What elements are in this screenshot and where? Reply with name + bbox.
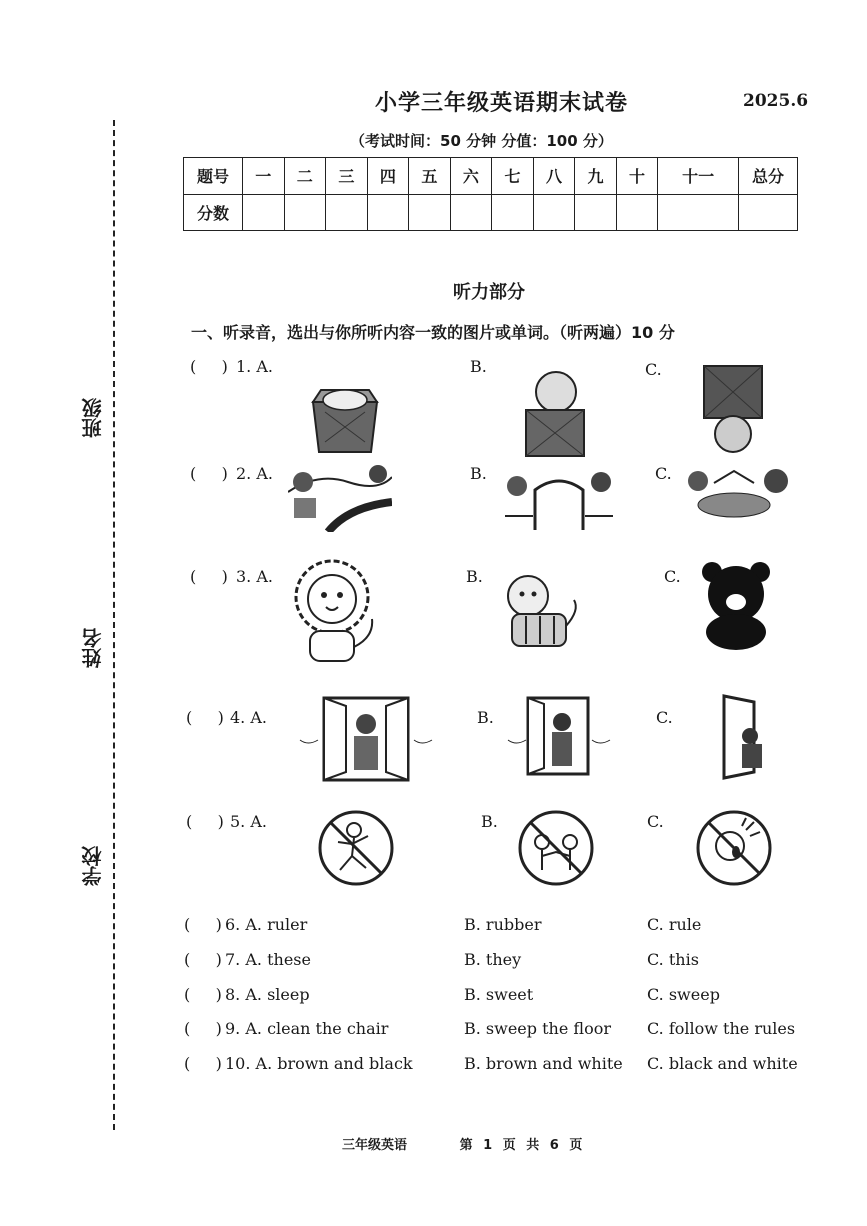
- option-b-text: B. sweep the floor: [464, 1019, 611, 1038]
- score-table: [183, 157, 798, 231]
- question-number: [230, 812, 267, 831]
- option-a-label: A.: [256, 567, 273, 586]
- park-road-icon: [288, 462, 392, 532]
- option-b-label: B.: [481, 812, 498, 831]
- table-cell: 总分: [739, 158, 798, 195]
- no-shouting-icon: [694, 808, 774, 888]
- option-c-label: C.: [655, 464, 672, 483]
- option-c-label: C.: [664, 567, 681, 586]
- park-gate-icon: [505, 466, 613, 534]
- option-b-text: B. sweet: [464, 985, 534, 1004]
- option-b-label: B.: [470, 357, 487, 376]
- score-input-cell[interactable]: [492, 194, 534, 231]
- option-c-text: C. sweep: [647, 985, 720, 1004]
- park-lake-icon: [684, 463, 790, 527]
- option-a-text: 7. A. these: [225, 950, 311, 969]
- option-c-label: C.: [645, 360, 662, 379]
- table-cell: 六: [450, 158, 492, 195]
- score-input-cell[interactable]: [658, 194, 739, 231]
- score-input-cell[interactable]: [739, 194, 798, 231]
- option-c-text: C. black and white: [647, 1054, 798, 1073]
- table-cell: 三: [326, 158, 368, 195]
- answer-blank[interactable]: ( ): [184, 950, 222, 969]
- question-number: [236, 464, 273, 483]
- ball-on-box-icon: [520, 370, 590, 460]
- option-a-label: A.: [256, 357, 273, 376]
- option-a-label: A.: [250, 812, 267, 831]
- section-title: 听力部分: [453, 282, 525, 303]
- answer-blank[interactable]: ( ): [184, 1054, 222, 1073]
- footer-page-number: 第 1 页 共 6 页: [459, 1138, 583, 1153]
- score-input-cell[interactable]: [284, 194, 326, 231]
- exam-date: 2025.6: [743, 91, 809, 111]
- option-a-text: 10. A. brown and black: [225, 1054, 413, 1073]
- option-a-label: A.: [256, 464, 273, 483]
- score-input-cell[interactable]: [326, 194, 368, 231]
- table-cell: 十: [616, 158, 658, 195]
- score-table-header-row: [184, 158, 798, 195]
- answer-blank[interactable]: ( ): [190, 357, 228, 376]
- ball-in-box-icon: [305, 382, 385, 454]
- page-footer: [342, 1134, 582, 1153]
- open-window-icon: [298, 694, 434, 784]
- name-label: 姓名: [81, 628, 105, 668]
- q-num: 1.: [236, 357, 252, 376]
- no-running-icon: [316, 808, 396, 888]
- option-a-label: A.: [250, 708, 267, 727]
- class-label: 班级: [81, 398, 105, 438]
- lion-icon: [288, 557, 380, 665]
- table-cell: 一: [243, 158, 285, 195]
- option-b-text: B. brown and white: [464, 1054, 623, 1073]
- question-number: [236, 357, 273, 376]
- exam-info: （考试时间：50 分钟 分值：100 分）: [350, 132, 613, 150]
- option-c-text: C. rule: [647, 915, 702, 934]
- question-number: [230, 708, 267, 727]
- binding-dashed-line: [113, 120, 115, 1130]
- instruction: 一、听录音，选出与你所听内容一致的图片或单词。（听两遍）10 分: [191, 323, 675, 342]
- table-cell: 分数: [184, 194, 243, 231]
- q-num: 2.: [236, 464, 252, 483]
- option-b-label: B.: [466, 567, 483, 586]
- option-a-text: 8. A. sleep: [225, 985, 310, 1004]
- table-cell: 二: [284, 158, 326, 195]
- answer-blank[interactable]: ( ): [190, 567, 228, 586]
- answer-blank[interactable]: ( ): [184, 1019, 222, 1038]
- score-input-cell[interactable]: [409, 194, 451, 231]
- option-c-text: C. this: [647, 950, 699, 969]
- ball-under-box-icon: [700, 362, 766, 454]
- score-table-score-row: [184, 194, 798, 231]
- table-cell: 八: [533, 158, 575, 195]
- option-c-text: C. follow the rules: [647, 1019, 796, 1038]
- bear-icon: [698, 558, 776, 652]
- answer-blank[interactable]: ( ): [190, 464, 228, 483]
- option-b-text: B. rubber: [464, 915, 542, 934]
- score-input-cell[interactable]: [243, 194, 285, 231]
- question-number: [236, 567, 273, 586]
- table-cell: 题号: [184, 158, 243, 195]
- school-label: 学校: [81, 846, 105, 886]
- q-num: 3.: [236, 567, 252, 586]
- score-input-cell[interactable]: [533, 194, 575, 231]
- table-cell: 四: [367, 158, 409, 195]
- option-b-label: B.: [470, 464, 487, 483]
- table-cell: 九: [575, 158, 617, 195]
- footer-subject: 三年级英语: [342, 1138, 408, 1153]
- open-door-icon: [506, 694, 614, 776]
- option-c-label: C.: [656, 708, 673, 727]
- score-input-cell[interactable]: [616, 194, 658, 231]
- tiger-icon: [498, 570, 582, 662]
- answer-blank[interactable]: ( ): [186, 812, 224, 831]
- score-input-cell[interactable]: [367, 194, 409, 231]
- close-door-icon: [710, 692, 772, 780]
- table-cell: 十一: [658, 158, 739, 195]
- table-cell: 七: [492, 158, 534, 195]
- table-cell: 五: [409, 158, 451, 195]
- no-fighting-icon: [516, 808, 596, 888]
- q-num: 4.: [230, 708, 246, 727]
- option-c-label: C.: [647, 812, 664, 831]
- q-num: 5.: [230, 812, 246, 831]
- answer-blank[interactable]: ( ): [184, 915, 222, 934]
- answer-blank[interactable]: ( ): [186, 708, 224, 727]
- option-a-text: 9. A. clean the chair: [225, 1019, 389, 1038]
- option-a-text: 6. A. ruler: [225, 915, 308, 934]
- exam-title: 小学三年级英语期末试卷: [375, 91, 629, 116]
- option-b-text: B. they: [464, 950, 522, 969]
- option-b-label: B.: [477, 708, 494, 727]
- score-input-cell[interactable]: [575, 194, 617, 231]
- score-input-cell[interactable]: [450, 194, 492, 231]
- answer-blank[interactable]: ( ): [184, 985, 222, 1004]
